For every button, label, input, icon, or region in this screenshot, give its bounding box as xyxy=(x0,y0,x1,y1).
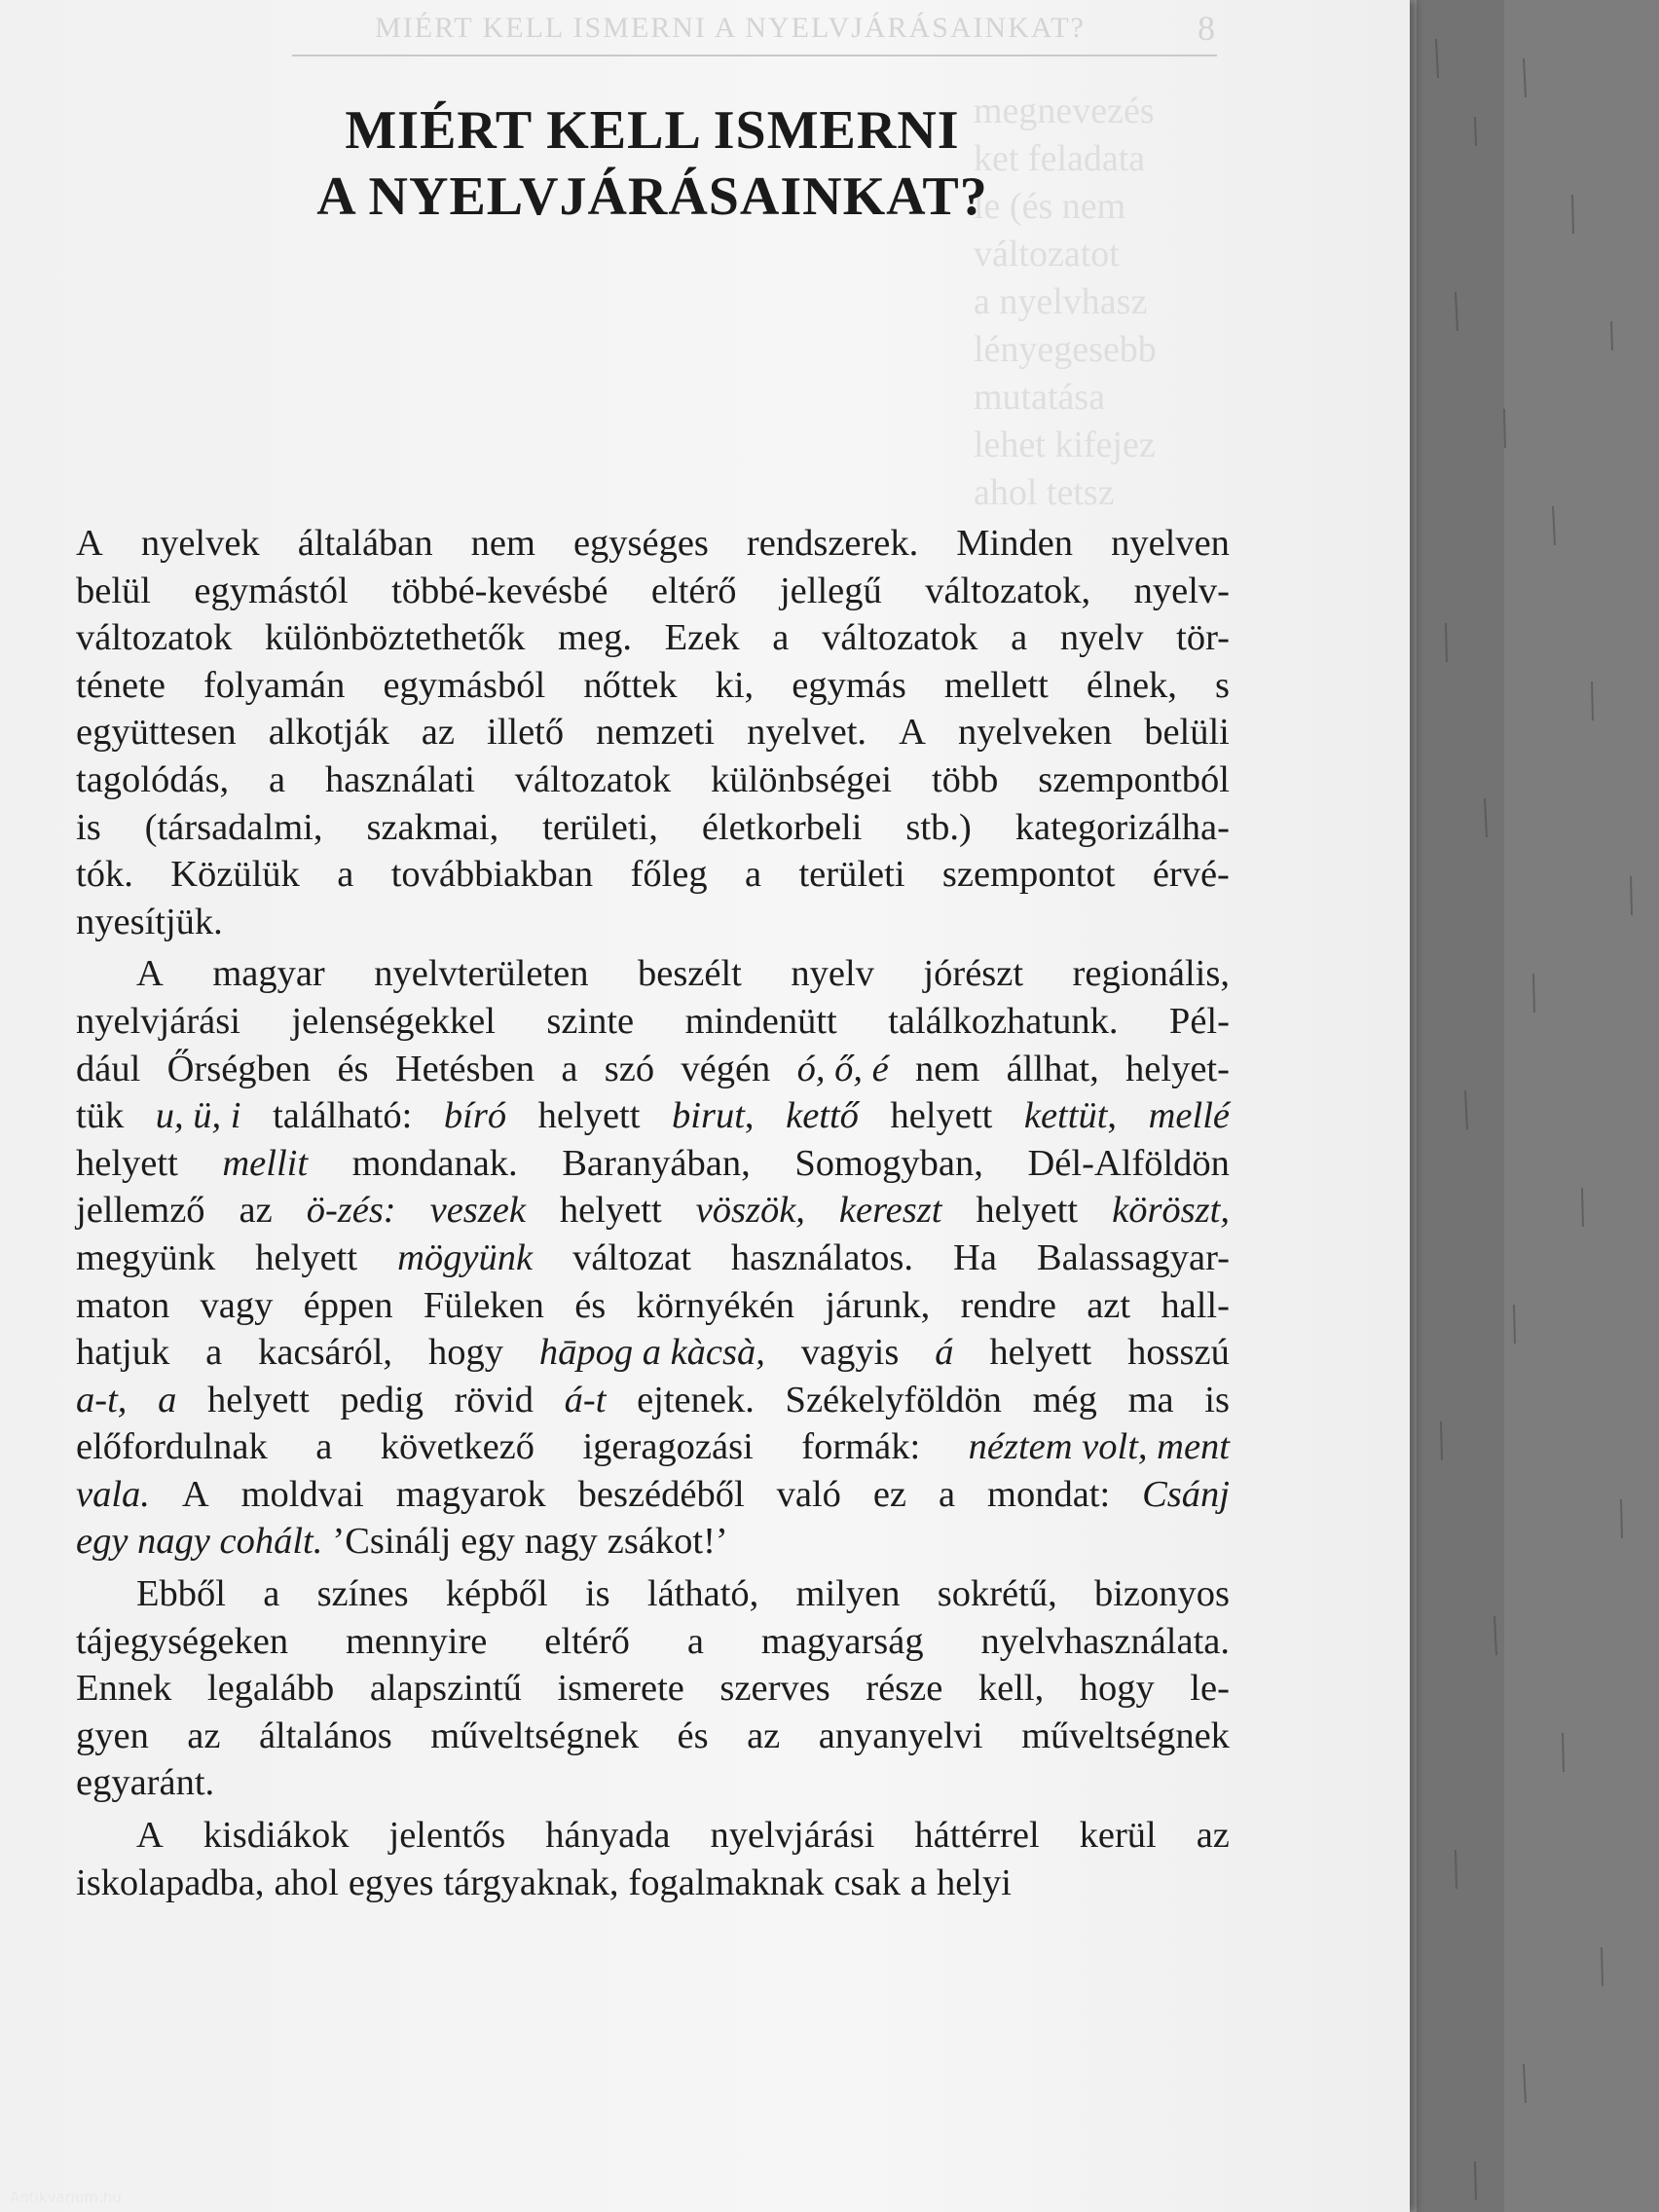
word: Pél- xyxy=(1168,1000,1230,1042)
word: mellett xyxy=(943,664,1049,706)
word: éppen xyxy=(303,1284,393,1326)
text-line xyxy=(76,1618,1230,1666)
word: u, ü, i xyxy=(155,1095,241,1137)
word: Őrségben xyxy=(166,1048,312,1089)
word: mögyünk xyxy=(397,1236,534,1278)
word: nyelvet. xyxy=(747,712,867,754)
word: a xyxy=(561,1048,578,1089)
word: szempontból xyxy=(1038,758,1230,800)
word: anyanyelvi xyxy=(818,1714,983,1756)
word: iskolapadba, xyxy=(76,1862,265,1903)
word: nem xyxy=(915,1048,980,1089)
word: egy xyxy=(461,1521,515,1563)
word: műveltségnek xyxy=(1021,1714,1230,1756)
word: következő xyxy=(380,1426,535,1468)
word: ki, xyxy=(715,664,755,706)
word: Ezek xyxy=(664,617,740,659)
ghost-line: ahol tetsz xyxy=(974,472,1115,513)
word: szinte xyxy=(546,1000,635,1042)
word: is xyxy=(1204,1379,1230,1420)
word: veszek xyxy=(429,1190,526,1232)
text-line xyxy=(76,1812,1230,1860)
word: területi xyxy=(798,854,905,896)
word: egymástól xyxy=(194,570,349,611)
word: a xyxy=(1011,617,1028,659)
word: szó xyxy=(604,1048,655,1089)
word: az xyxy=(747,1714,781,1756)
word: nyelvjárási xyxy=(76,1000,240,1042)
word: együttesen xyxy=(76,712,237,754)
word: nemzeti xyxy=(596,712,716,754)
word: kettüt, xyxy=(1023,1095,1118,1137)
word: Dél-Alföldön xyxy=(1027,1142,1230,1184)
ghost-line: lehet kifejez xyxy=(974,424,1156,465)
word: á-t xyxy=(564,1379,607,1420)
word: maton xyxy=(76,1284,170,1326)
word: Ennek xyxy=(76,1668,172,1710)
paragraph xyxy=(76,520,1230,945)
text-line xyxy=(76,998,1230,1046)
word: Csánj xyxy=(1142,1473,1230,1515)
word: rövid xyxy=(454,1379,534,1420)
word: a xyxy=(269,758,286,800)
word: ma xyxy=(1127,1379,1174,1420)
word: több xyxy=(931,758,999,800)
word: látható, xyxy=(646,1573,759,1615)
word: az xyxy=(421,712,455,754)
word: területi, xyxy=(542,806,658,848)
word: helyett xyxy=(76,1142,178,1184)
word: használati xyxy=(325,758,475,800)
text-line xyxy=(76,520,1230,568)
word: igeragozási xyxy=(582,1426,754,1468)
word: helyett xyxy=(890,1095,993,1137)
word: a xyxy=(263,1573,280,1615)
word: A xyxy=(899,712,926,754)
word: A xyxy=(136,1815,164,1857)
text-line xyxy=(76,568,1230,615)
word: az xyxy=(1196,1815,1230,1857)
word: azt xyxy=(1087,1284,1131,1326)
word: egy nagy cohált. xyxy=(76,1521,323,1563)
ghost-line: ket feladata xyxy=(974,138,1146,179)
word: része xyxy=(866,1668,943,1710)
word: csak xyxy=(833,1862,901,1903)
word: formák: xyxy=(801,1426,921,1468)
word: belüli xyxy=(1144,712,1230,754)
word: nőttek xyxy=(583,664,678,706)
text-line xyxy=(76,1329,1230,1377)
word: meg. xyxy=(558,617,632,659)
word: nem xyxy=(470,523,535,564)
word: mondanak. xyxy=(351,1142,518,1184)
word: az xyxy=(187,1714,221,1756)
word: az xyxy=(239,1190,273,1232)
word: nyelvek xyxy=(140,523,260,564)
word: mindenütt xyxy=(684,1000,837,1042)
word: változat xyxy=(572,1236,691,1278)
word: egyaránt. xyxy=(76,1762,215,1804)
word: járunk, xyxy=(825,1284,931,1326)
word: hall- xyxy=(1161,1284,1230,1326)
word: egymás xyxy=(792,664,906,706)
word: és xyxy=(677,1714,709,1756)
text-line xyxy=(76,1282,1230,1330)
word: a xyxy=(337,854,354,896)
word: még xyxy=(1032,1379,1097,1420)
word: a xyxy=(315,1426,333,1468)
word: nyelv xyxy=(1059,617,1144,659)
word: Közülük xyxy=(170,854,300,896)
word: regionális, xyxy=(1072,953,1230,995)
word: használatos. xyxy=(730,1236,914,1278)
text-line xyxy=(76,1570,1230,1618)
word: moldvai xyxy=(240,1473,364,1515)
word: továbbiakban xyxy=(390,854,594,896)
word: fogalmaknak xyxy=(628,1862,825,1903)
word: Somogyban, xyxy=(794,1142,983,1184)
word: szempontot xyxy=(941,854,1116,896)
word: képből xyxy=(445,1573,548,1615)
word: Hetésben xyxy=(394,1048,535,1089)
word: (társadalmi, xyxy=(144,806,323,848)
paragraph xyxy=(76,1812,1230,1906)
text-line xyxy=(76,1377,1230,1424)
text-line xyxy=(76,851,1230,899)
word: ismerete xyxy=(557,1668,684,1710)
word: helyett xyxy=(976,1190,1079,1232)
word: Balassagyar- xyxy=(1036,1236,1230,1278)
word: rendszerek. xyxy=(746,523,919,564)
word: belül xyxy=(76,570,151,611)
text-line xyxy=(76,1092,1230,1140)
word: Ebből xyxy=(136,1573,226,1615)
text-line xyxy=(76,950,1230,998)
word: a xyxy=(745,854,762,896)
paragraph xyxy=(76,950,1230,1566)
word: található: xyxy=(273,1095,413,1137)
word: a xyxy=(686,1620,704,1662)
word: helyet- xyxy=(1125,1048,1230,1089)
word: ejtenek. xyxy=(637,1379,755,1420)
text-line xyxy=(76,1471,1230,1519)
text-line xyxy=(76,614,1230,662)
word: pedig xyxy=(340,1379,424,1420)
word: A xyxy=(136,953,164,995)
word: beszélt xyxy=(637,953,742,995)
word: szakmai, xyxy=(366,806,499,848)
word: magyar xyxy=(212,953,325,995)
text-line xyxy=(76,1665,1230,1713)
word: Székelyföldön xyxy=(785,1379,1002,1420)
word: hatjuk xyxy=(76,1332,170,1374)
word: milyen xyxy=(795,1573,901,1615)
word: is xyxy=(76,806,101,848)
word: kacsáról, xyxy=(258,1332,393,1374)
text-line xyxy=(76,804,1230,852)
word: változatok xyxy=(76,617,233,659)
word: mellé xyxy=(1148,1095,1230,1137)
word: és xyxy=(337,1048,369,1089)
text-line xyxy=(76,662,1230,710)
word: a xyxy=(909,1862,927,1903)
word: köröszt, xyxy=(1112,1190,1230,1232)
word: sokrétű, xyxy=(937,1573,1057,1615)
word: Minden xyxy=(956,523,1074,564)
word: beszédéből xyxy=(577,1473,745,1515)
text-line xyxy=(76,1140,1230,1188)
word: vala. xyxy=(76,1473,150,1515)
word: A xyxy=(76,523,103,564)
text-line xyxy=(76,1713,1230,1760)
word: a xyxy=(158,1379,177,1420)
ghost-line: mutatása xyxy=(974,377,1106,418)
word: nyelv- xyxy=(1133,570,1230,611)
word: tagolódás, xyxy=(76,758,230,800)
word: bizonyos xyxy=(1093,1573,1230,1615)
word: kell, xyxy=(977,1668,1045,1710)
word: nyesítjük. xyxy=(76,901,223,942)
word: hāpog a kàcsà, xyxy=(538,1332,765,1374)
word: nyelv xyxy=(791,953,874,995)
word: alapszintű xyxy=(369,1668,522,1710)
word: különbségei xyxy=(711,758,893,800)
text-line xyxy=(76,1235,1230,1282)
ghost-line: lényegesebb xyxy=(974,329,1157,370)
text-line xyxy=(76,1759,1230,1807)
word: a-t, xyxy=(76,1379,128,1420)
word: nyelvhasználata. xyxy=(980,1620,1230,1662)
word: szerves xyxy=(719,1668,830,1710)
word: magyarok xyxy=(395,1473,546,1515)
word: jellegű xyxy=(779,570,882,611)
text-line xyxy=(76,899,1230,946)
word: tör- xyxy=(1176,617,1230,659)
word: nyelven xyxy=(1111,523,1230,564)
word: hogy xyxy=(1079,1668,1155,1710)
word: helyett xyxy=(989,1332,1092,1374)
word: Ha xyxy=(953,1236,997,1278)
word: többé-kevésbé xyxy=(391,570,608,611)
word: alkotják xyxy=(268,712,389,754)
word: ahol xyxy=(274,1862,339,1903)
word: találkozhatunk. xyxy=(888,1000,1119,1042)
word: jelentős xyxy=(388,1815,506,1857)
word: előfordulnak xyxy=(76,1426,268,1468)
word: illető xyxy=(487,712,565,754)
word: ez xyxy=(872,1473,907,1515)
word: le- xyxy=(1190,1668,1230,1710)
title-line-2: A NYELVJÁRÁSAINKAT? xyxy=(316,166,988,227)
text-line xyxy=(76,1187,1230,1235)
word: hányada xyxy=(545,1815,671,1857)
word: mennyire xyxy=(345,1620,488,1662)
word: tük xyxy=(76,1095,125,1137)
word: A xyxy=(181,1473,209,1515)
word: eltérő xyxy=(544,1620,630,1662)
word: helyi xyxy=(936,1862,1012,1903)
word: kategorizálha- xyxy=(1014,806,1230,848)
word: ó, ő, é xyxy=(796,1048,889,1089)
word: változatok, xyxy=(925,570,1091,611)
word: gyen xyxy=(76,1714,149,1756)
ghost-line: le (és nem xyxy=(974,186,1126,227)
word: változatok xyxy=(822,617,978,659)
word: kereszt xyxy=(838,1190,942,1232)
word: vagy xyxy=(200,1284,274,1326)
ghost-line: változatot xyxy=(974,234,1120,275)
text-line xyxy=(76,1423,1230,1471)
word: érvé- xyxy=(1152,854,1230,896)
word: végén xyxy=(681,1048,771,1089)
word: rendre xyxy=(960,1284,1056,1326)
word: színes xyxy=(316,1573,409,1615)
word: nagy xyxy=(524,1521,598,1563)
header-rule xyxy=(292,55,1217,56)
word: mellit xyxy=(222,1142,309,1184)
word: folyamán xyxy=(203,664,346,706)
text-line xyxy=(76,1046,1230,1093)
word: helyett xyxy=(537,1095,641,1137)
paragraph xyxy=(76,1570,1230,1807)
text-line xyxy=(76,756,1230,804)
word: helyett xyxy=(559,1190,662,1232)
word: a xyxy=(772,617,790,659)
word: ’Csinálj xyxy=(332,1521,452,1563)
word: jórészt xyxy=(923,953,1024,995)
word: egyes xyxy=(348,1862,434,1903)
word: és xyxy=(574,1284,607,1326)
word: jellemző xyxy=(76,1190,205,1232)
title-line-1: MIÉRT KELL ISMERNI xyxy=(345,100,960,161)
word: általában xyxy=(297,523,433,564)
text-line xyxy=(76,1518,1230,1566)
word: tók. xyxy=(76,854,133,896)
word: a xyxy=(938,1473,956,1515)
word: birut, xyxy=(672,1095,755,1137)
word: nyelvjárási xyxy=(710,1815,875,1857)
word: főleg xyxy=(630,854,708,896)
word: helyett xyxy=(207,1379,310,1420)
word: eltérő xyxy=(650,570,737,611)
word: egységes xyxy=(572,523,709,564)
word: életkorbeli xyxy=(701,806,863,848)
word: kettő xyxy=(786,1095,859,1137)
word: ténete xyxy=(76,664,166,706)
word: megyünk xyxy=(76,1236,216,1278)
word: hosszú xyxy=(1127,1332,1230,1374)
running-head-title: MIÉRT KELL ISMERNI A NYELVJÁRÁSAINKAT? xyxy=(375,12,1086,44)
word: zsákot!’ xyxy=(607,1521,728,1563)
word: a xyxy=(205,1332,223,1374)
page-title xyxy=(136,97,1168,230)
word: legalább xyxy=(206,1668,335,1710)
adjacent-page-texture xyxy=(1417,0,1659,2212)
word: Füleken xyxy=(423,1284,544,1326)
word: egymásból xyxy=(383,664,546,706)
word: is xyxy=(584,1573,610,1615)
word: vöszök, xyxy=(695,1190,805,1232)
text-line xyxy=(76,1860,1230,1907)
word: hogy xyxy=(427,1332,503,1374)
word: általános xyxy=(258,1714,392,1756)
word: bíró xyxy=(443,1095,507,1137)
word: jelenségekkel xyxy=(291,1000,496,1042)
text-line xyxy=(76,709,1230,756)
word: ö-zés: xyxy=(306,1190,396,1232)
body-text xyxy=(76,520,1230,1906)
word: különböztethetők xyxy=(265,617,526,659)
word: vagyis xyxy=(800,1332,900,1374)
word: mondat: xyxy=(987,1473,1111,1515)
word: háttérrel xyxy=(914,1815,1040,1857)
word: élnek, xyxy=(1086,664,1177,706)
word: magyarság xyxy=(760,1620,924,1662)
word: állhat, xyxy=(1006,1048,1099,1089)
word: változatok xyxy=(514,758,672,800)
word: helyett xyxy=(255,1236,358,1278)
word: kisdiákok xyxy=(203,1815,350,1857)
word: környékén xyxy=(636,1284,795,1326)
watermark-credit: Antikvarium.hu xyxy=(10,2189,122,2206)
word: nyelveken xyxy=(957,712,1113,754)
ghost-line: a nyelvhasz xyxy=(974,281,1148,322)
page-number: 8 xyxy=(1198,9,1217,48)
word: s xyxy=(1214,664,1230,706)
word: tájegységeken xyxy=(76,1620,289,1662)
word: nyelvterületen xyxy=(374,953,589,995)
word: való xyxy=(776,1473,841,1515)
running-head xyxy=(292,8,1217,47)
word: néztem volt, ment xyxy=(968,1426,1230,1468)
word: tárgyaknak, xyxy=(443,1862,619,1903)
ghost-line: megnevezés xyxy=(974,91,1155,131)
word: műveltségnek xyxy=(430,1714,640,1756)
word: kerül xyxy=(1079,1815,1157,1857)
word: á xyxy=(935,1332,954,1374)
word: dául xyxy=(76,1048,141,1089)
word: Baranyában, xyxy=(562,1142,751,1184)
word: stb.) xyxy=(905,806,972,848)
